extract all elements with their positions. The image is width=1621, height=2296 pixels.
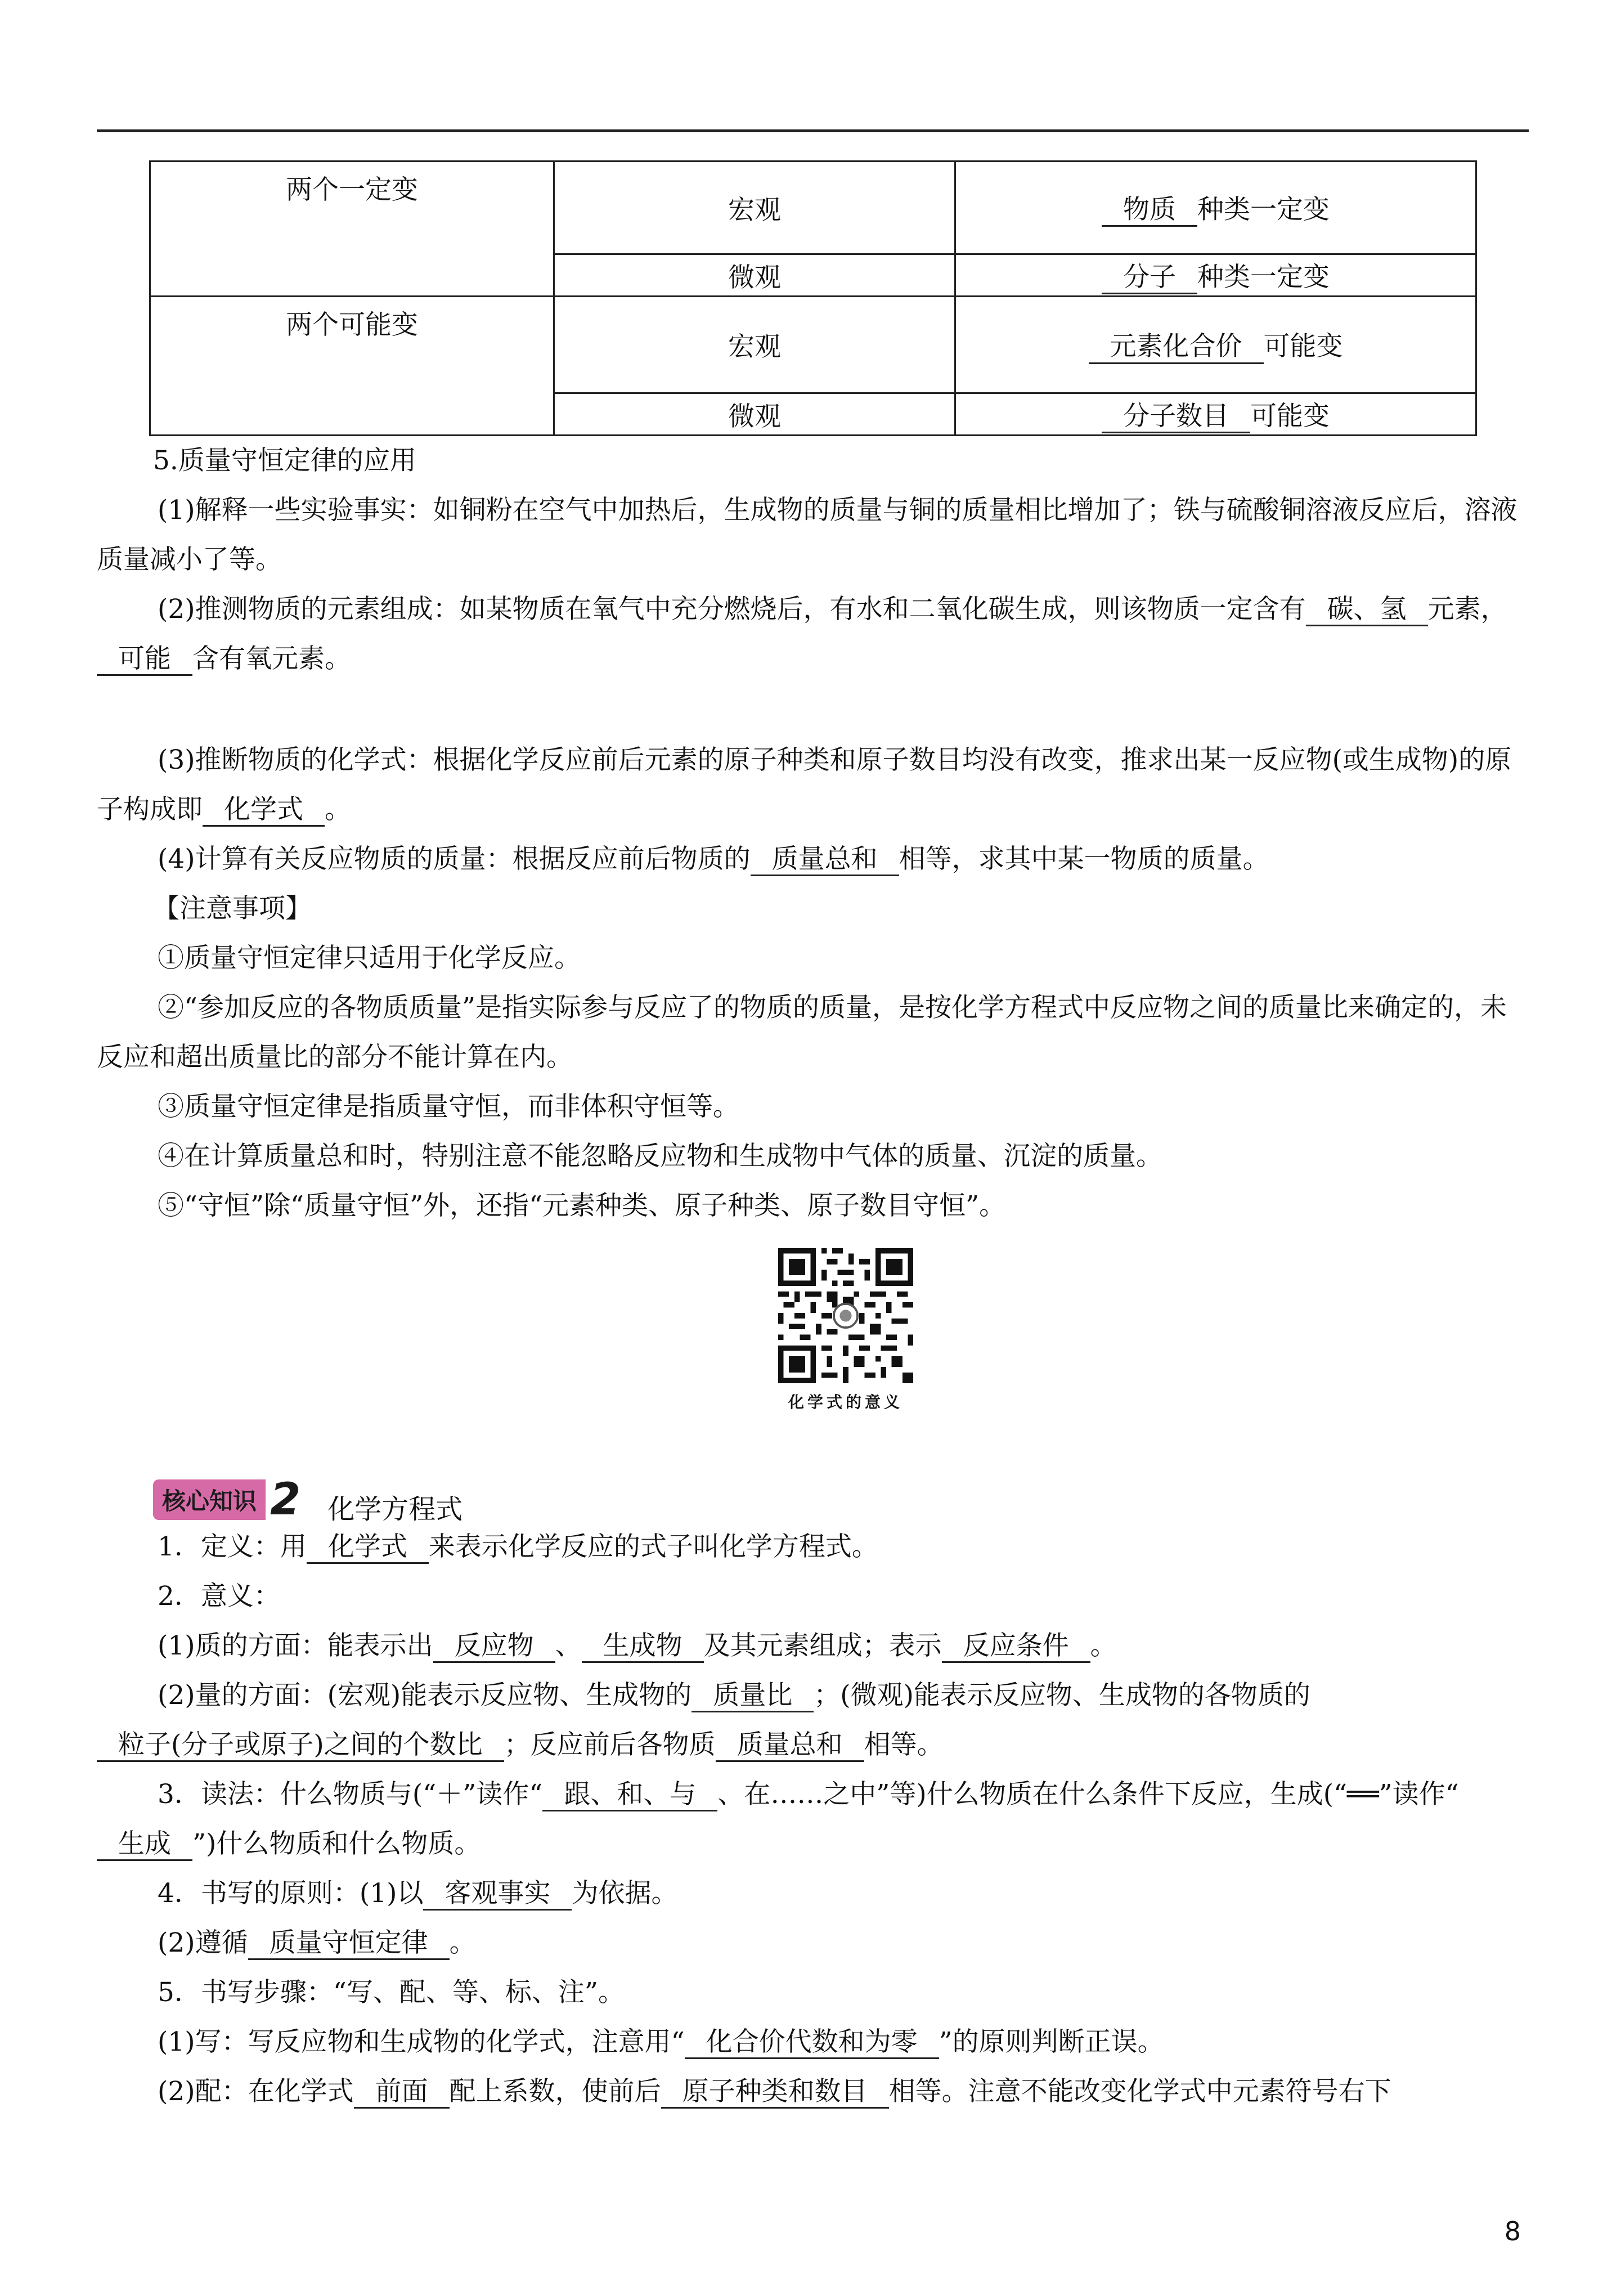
paragraph: 4．书写的原则：(1)以 客观事实 为依据。 [97, 1869, 1530, 1918]
paragraph: (2)量的方面：(宏观)能表示反应物、生成物的 质量比 ；(微观)能表示反应物、生成物的各物质的粒子(分子或原子)之间的个数比 ；反应前后各物质 质量总和 相等。 [97, 1671, 1530, 1770]
note-item: ①质量守恒定律只适用于化学反应。 [158, 943, 581, 974]
note-item: ③质量守恒定律是指质量守恒，而非体积守恒等。 [158, 1091, 739, 1122]
table-group-cell: 两个可能变 [150, 297, 554, 436]
paragraph: 1．定义：用 化学式 来表示化学反应的式子叫化学方程式。 [97, 1522, 1530, 1572]
fill-blank: 质量总和 [716, 1730, 864, 1762]
paragraph: (4)计算有关反应物质的质量：根据反应前后物质的 质量总和 相等，求其中某一物质的质量。 [97, 835, 1530, 884]
fill-blank: 前面 [354, 2077, 450, 2109]
table-answer-tail: 可能变 [1250, 400, 1330, 432]
core-knowledge-badge: 核心知识 [153, 1479, 266, 1520]
note-item: ⑤“守恒”除“质量守恒”外，还指“元素种类、原子种类、原子数目守恒”。 [158, 1190, 1006, 1221]
section-title: 5.质量守恒定律的应用 [153, 445, 416, 476]
paragraph: (2)遵循 质量守恒定律 。 [97, 1918, 1530, 1968]
header-rule [97, 129, 1529, 132]
fill-blank: 分子 [1102, 262, 1197, 294]
table-level-cell: 微观 [554, 393, 955, 436]
note-item: ②“参加反应的各物质质量”是指实际参与反应了的物质的质量，是按化学方程式中反应物之间的质量比来确定的，未反应和超出质量比的部分不能计算在内。 [97, 992, 1507, 1073]
fill-blank: 化合价代数和为零 [685, 2027, 939, 2059]
application-section [97, 436, 1530, 1231]
table-answer-cell [955, 162, 1476, 254]
table-level-cell: 微观 [554, 254, 955, 297]
fill-blank: 元素化合价 [1089, 331, 1264, 364]
section-number: 2 [270, 1474, 301, 1525]
fill-blank: 生成物 [582, 1631, 704, 1663]
table-answer-cell [955, 297, 1476, 393]
summary-table [149, 160, 1477, 436]
paragraph: (2)推测物质的元素组成：如某物质在氧气中充分燃烧后，有水和二氧化碳生成，则该物质一定含有 碳、氢 元素，可能 含有氧元素。 [97, 585, 1530, 684]
table-answer-tail: 种类一定变 [1197, 261, 1330, 293]
qr-caption: 化学式的意义 [788, 1393, 903, 1411]
paragraph: 3．读法：什么物质与(“＋”读作“ 跟、和、与 、在……之中”等)什么物质在什么条件下反应，生成(“══”读作“生成 ”)什么物质和什么物质。 [97, 1770, 1530, 1869]
fill-blank: 化学式 [203, 795, 325, 827]
notes-title: 【注意事项】 [153, 893, 312, 924]
fill-blank: 化学式 [307, 1532, 429, 1564]
paragraph: (3)推断物质的化学式：根据化学反应前后元素的原子种类和原子数目均没有改变，推求出某一反应物(或生成物)的原子构成即 化学式 。 [97, 736, 1530, 835]
table-answer-tail: 种类一定变 [1197, 194, 1330, 225]
fill-blank: 粒子(分子或原子)之间的个数比 [97, 1730, 504, 1762]
fill-blank: 客观事实 [423, 1878, 572, 1911]
fill-blank: 质量守恒定律 [248, 1928, 450, 1960]
equation-section [97, 1522, 1530, 2116]
fill-blank: 反应物 [433, 1631, 555, 1663]
table-answer-cell [955, 254, 1476, 297]
fill-blank: 质量比 [691, 1680, 814, 1712]
fill-blank: 跟、和、与 [542, 1779, 717, 1811]
table-answer-cell [955, 393, 1476, 436]
paragraph: 5．书写步骤：“写、配、等、标、注”。 [158, 1977, 625, 2008]
qr-code-block[interactable] [775, 1248, 916, 1412]
fill-blank: 物质 [1102, 195, 1197, 227]
note-item: ④在计算质量总和时，特别注意不能忽略反应物和生成物中气体的质量、沉淀的质量。 [158, 1141, 1162, 1172]
paragraph: (1)质的方面：能表示出 反应物 、 生成物 及其元素组成；表示 反应条件 。 [97, 1621, 1530, 1671]
paragraph: (1)解释一些实验事实：如铜粉在空气中加热后，生成物的质量与铜的质量相比增加了；铁与硫酸铜溶液反应后，溶液质量减小了等。 [97, 495, 1517, 575]
fill-blank: 分子数目 [1102, 401, 1250, 433]
table-level-cell: 宏观 [554, 297, 955, 393]
fill-blank: 碳、氢 [1306, 594, 1428, 626]
paragraph: (2)配：在化学式 前面 配上系数，使前后 原子种类和数目 相等。注意不能改变化学式中元素符号右下 [97, 2067, 1530, 2116]
fill-blank: 原子种类和数目 [661, 2077, 889, 2109]
fill-blank: 反应条件 [942, 1631, 1090, 1663]
fill-blank: 可能 [97, 644, 192, 676]
table-answer-tail: 可能变 [1263, 331, 1343, 362]
paragraph: (1)写：写反应物和生成物的化学式，注意用“ 化合价代数和为零 ”的原则判断正误。 [97, 2017, 1530, 2067]
fill-blank: 生成 [97, 1829, 192, 1861]
paragraph: 2．意义： [158, 1581, 280, 1612]
table-level-cell: 宏观 [554, 162, 955, 254]
section-title: 化学方程式 [327, 1493, 463, 1525]
table-group-cell: 两个一定变 [150, 162, 554, 297]
page-number: 8 [1504, 2216, 1521, 2246]
section-heading [153, 1474, 463, 1525]
qr-code-icon[interactable] [778, 1248, 913, 1383]
fill-blank: 质量总和 [751, 844, 899, 876]
